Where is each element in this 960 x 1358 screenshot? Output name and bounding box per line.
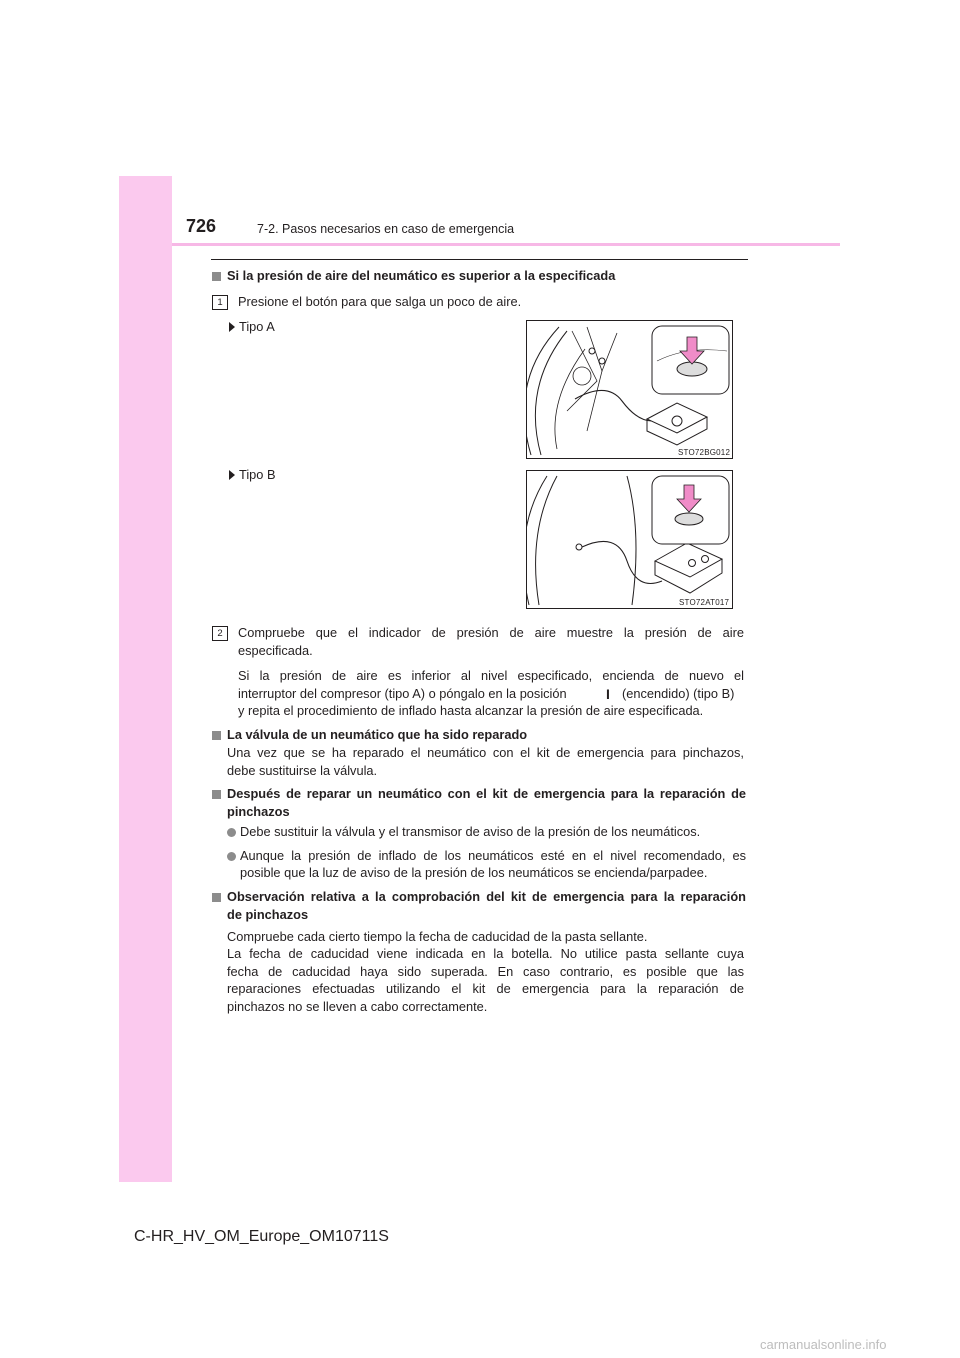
- step-number-2: 2: [212, 626, 228, 641]
- power-on-symbol: I: [606, 686, 610, 702]
- para-kit-line3: fecha de caducidad haya sido superada. En caso contrario, es posible que las: [227, 964, 744, 979]
- figure-type-b: [526, 470, 733, 609]
- triangle-bullet-icon: [229, 322, 235, 332]
- step2-para2-line2b: (encendido) (tipo B): [622, 686, 735, 701]
- heading-after-repair-line2: pinchazos: [227, 804, 290, 819]
- step2-para2-line1: Si la presión de aire es inferior al nivel especificado, encienda de nuevo el: [238, 668, 744, 683]
- content-top-rule: [211, 259, 748, 260]
- type-b-label: Tipo B: [239, 467, 276, 482]
- heading-kit-check-line2: de pinchazos: [227, 907, 309, 922]
- round-bullet: [227, 828, 236, 837]
- para-kit-line1: Compruebe cada cierto tiempo la fecha de caducidad de la pasta sellante.: [227, 929, 648, 944]
- figure-b-code: STO72AT017: [679, 598, 730, 607]
- para-kit-line2: La fecha de caducidad viene indicada en la botella. No utilice pasta sellante cuya: [227, 946, 744, 961]
- heading-kit-check-line1: Observación relativa a la comprobación del kit de emergencia para la reparación: [227, 889, 746, 904]
- section-title: 7-2. Pasos necesarios en caso de emergencia: [257, 222, 515, 236]
- step2-para2-line2a: interruptor del compresor (tipo A) o póngalo en la posición: [238, 686, 567, 701]
- compressor-type-a-illustration: [527, 321, 732, 458]
- heading-square-bullet: [212, 731, 221, 740]
- chapter-sidebar-tab: [119, 176, 172, 1182]
- triangle-bullet-icon: [229, 470, 235, 480]
- para-valve-line2: debe sustituirse la válvula.: [227, 763, 378, 778]
- step-number-1: 1: [212, 295, 228, 310]
- figure-a-code: STO72BG012: [678, 448, 731, 457]
- heading-valve-replaced: La válvula de un neumático que ha sido reparado: [227, 727, 528, 742]
- step2-line2: especificada.: [238, 643, 313, 658]
- compressor-type-b-illustration: [527, 471, 732, 608]
- step2-line1: Compruebe que el indicador de presión de aire muestre la presión de aire: [238, 625, 744, 640]
- bullet-warning-light-line2: posible que la luz de aviso de la presión de los neumáticos se encienda/parpadee.: [240, 865, 708, 880]
- type-a-label: Tipo A: [239, 319, 275, 334]
- para-kit-line5: pinchazos no se lleven a cabo correctamente.: [227, 999, 488, 1014]
- heading-square-bullet: [212, 893, 221, 902]
- para-valve-line1: Una vez que se ha reparado el neumático con el kit de emergencia para pinchazos,: [227, 745, 744, 760]
- step2-para2-line3: y repita el procedimiento de inflado hasta alcanzar la presión de aire especificada.: [238, 703, 704, 718]
- heading-square-bullet: [212, 272, 221, 281]
- figure-type-a: [526, 320, 733, 459]
- bullet-replace-valve: Debe sustituir la válvula y el transmisor de aviso de la presión de los neumáticos.: [240, 824, 701, 839]
- heading-high-pressure: Si la presión de aire del neumático es superior a la especificada: [227, 268, 616, 283]
- watermark: carmanualsonline.info: [760, 1337, 887, 1352]
- heading-after-repair-line1: Después de reparar un neumático con el kit de emergencia para la reparación de: [227, 786, 746, 801]
- round-bullet: [227, 852, 236, 861]
- bullet-warning-light-line1: Aunque la presión de inflado de los neumáticos esté en el nivel recomendado, es: [240, 848, 746, 863]
- para-kit-line4: reparaciones efectuadas utilizando el kit de emergencia para la reparación de: [227, 981, 744, 996]
- heading-square-bullet: [212, 790, 221, 799]
- step1-text: Presione el botón para que salga un poco de aire.: [238, 294, 522, 309]
- header-divider: [172, 243, 840, 246]
- footer-doc-code: C-HR_HV_OM_Europe_OM10711S: [134, 1228, 389, 1245]
- page-number: 726: [186, 216, 217, 236]
